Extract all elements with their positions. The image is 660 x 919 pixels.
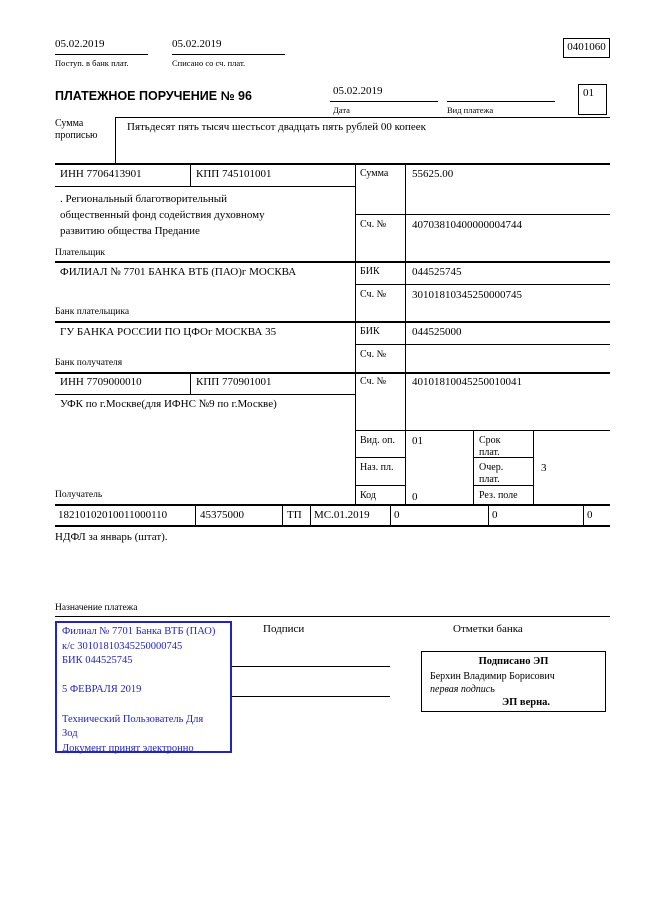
payee-label: Получатель: [55, 490, 103, 500]
document-date: 05.02.2019: [333, 85, 383, 97]
payer-section-line: [55, 261, 610, 263]
electronic-signature-box: [421, 651, 606, 712]
op-vline1: [473, 430, 474, 504]
code-label: Код: [360, 490, 376, 501]
table-top-border: [55, 163, 610, 165]
tax-doc-number: 0: [394, 509, 400, 521]
amount-words-label: Сумма прописью: [55, 118, 98, 141]
payer-account-label: Сч. №: [360, 219, 387, 230]
op-section-topline: [355, 430, 610, 431]
op-label-line2: [355, 485, 405, 486]
payment-purpose-label: Назначение платежа: [55, 603, 138, 613]
payer-bank-account: 30101810345250000745: [412, 289, 522, 301]
pay-term-label: Срок плат.: [479, 435, 501, 458]
stamp-line: БИК 044525745: [62, 655, 133, 667]
sum-value: 55625.00: [412, 168, 454, 180]
received-underline: [55, 54, 148, 55]
payee-inn: ИНН 7709000010: [60, 376, 142, 388]
date-underline: [330, 101, 438, 102]
code-value: 0: [412, 491, 418, 503]
status-code-box: 01: [578, 84, 607, 115]
payment-purpose-text: НДФЛ за январь (штат).: [55, 531, 168, 543]
op-label-line1: [355, 457, 405, 458]
payer-bank-account-label: Сч. №: [360, 289, 387, 300]
payer-inn: ИНН 7706413901: [60, 168, 142, 180]
ep-verified: ЭП верна.: [502, 697, 551, 708]
payee-section-line: [55, 504, 610, 506]
payee-bank-bik: 044525000: [412, 326, 462, 338]
amount-words-divider: [115, 117, 116, 165]
received-in-bank-label: Поступ. в банк плат.: [55, 58, 129, 68]
payer-name-line: развитию общества Предание: [60, 225, 200, 237]
op-type-label: Вид. оп.: [360, 435, 395, 446]
op-type-value: 01: [412, 435, 423, 447]
stamp-line: к/с 30101810345250000745: [62, 640, 183, 652]
received-in-bank-date: 05.02.2019: [55, 38, 105, 50]
payment-type-label: Вид платежа: [447, 105, 494, 115]
payer-kpp: КПП 745101001: [196, 168, 272, 180]
signature-kind: первая подпись: [430, 684, 495, 695]
signed-ep-title: Подписано ЭП: [478, 656, 549, 667]
date-label: Дата: [333, 105, 350, 115]
op-vline2: [533, 430, 534, 504]
oktmo-code: 45375000: [200, 509, 244, 521]
purpose-code-label: Наз. пл.: [360, 462, 394, 473]
tax-period: МС.01.2019: [314, 509, 370, 521]
amount-words-topline: [115, 117, 610, 118]
payee-bank-name: ГУ БАНКА РОССИИ ПО ЦФОг МОСКВА 35: [60, 326, 277, 338]
payee-bank-label: Банк получателя: [55, 358, 123, 368]
payer-name-line: общественный фонд содействия духовному: [60, 209, 265, 221]
stamp-line: Технический Пользователь Для: [62, 713, 204, 725]
payer-bank-bik-label: БИК: [360, 266, 380, 277]
payer-inn-row-line: [55, 186, 355, 187]
payer-bank-section-line: [55, 321, 610, 323]
signer-name: Берхин Владимир Борисович: [430, 671, 555, 682]
payee-bank-account-label: Сч. №: [360, 349, 387, 360]
reserve-field-label: Рез. поле: [479, 490, 518, 501]
tax-row-divider: [390, 504, 391, 526]
payee-kpp: КПП 770901001: [196, 376, 272, 388]
payer-name-line: . Региональный благотворительный: [60, 193, 227, 205]
payee-name: УФК по г.Москве(для ИФНС №9 по г.Москве): [60, 398, 277, 410]
payee-bank-section-line: [55, 372, 610, 374]
payer-inn-kpp-divider: [190, 163, 191, 186]
tax-payment-type: 0: [587, 509, 593, 521]
stamp-line: [62, 698, 225, 713]
payer-bank-label: Банк плательщика: [55, 307, 130, 317]
priority-label: Очер. плат.: [479, 462, 504, 485]
payee-bank-bik-line: [355, 344, 610, 345]
amount-in-words: Пятьдесят пять тысяч шестьсот двадцать пять рублей 00 копеек: [127, 121, 426, 133]
kbk-code: 18210102010011000110: [58, 509, 168, 521]
tax-row-divider: [282, 504, 283, 526]
stamp-line: Зод: [62, 728, 78, 740]
bank-marks-label: Отметки банка: [453, 623, 523, 635]
payer-bank-bik: 044525745: [412, 266, 462, 278]
stamp-line: [62, 669, 225, 684]
tax-row-divider: [195, 504, 196, 526]
debited-underline: [172, 54, 285, 55]
debited-label: Списано со сч. плат.: [172, 58, 246, 68]
payee-inn-kpp-divider: [190, 372, 191, 394]
payer-label: Плательщик: [55, 248, 106, 258]
payee-bank-bik-label: БИК: [360, 326, 380, 337]
payment-type-underline: [447, 101, 555, 102]
bank-acceptance-stamp: [55, 621, 232, 753]
signature-line-2: [232, 696, 390, 697]
stamp-line: 5 ФЕВРАЛЯ 2019: [62, 684, 142, 696]
signatures-label: Подписи: [263, 623, 305, 635]
tax-row-divider: [583, 504, 584, 526]
tax-row-divider: [488, 504, 489, 526]
payer-bank-name: ФИЛИАЛ № 7701 БАНКА ВТБ (ПАО)г МОСКВА: [60, 266, 297, 278]
form-code-box: 0401060: [563, 38, 610, 58]
sum-label: Сумма: [360, 168, 389, 179]
payer-bank-bik-line: [355, 284, 610, 285]
purpose-section-line: [55, 616, 610, 617]
tax-doc-date: 0: [492, 509, 498, 521]
tax-row-divider: [310, 504, 311, 526]
sum-cell-line: [355, 214, 610, 215]
payee-inn-row-line: [55, 394, 355, 395]
payment-basis: ТП: [287, 509, 302, 521]
debited-date: 05.02.2019: [172, 38, 222, 50]
stamp-line: Филиал № 7701 Банка ВТБ (ПАО): [62, 626, 216, 637]
payee-account-label: Сч. №: [360, 376, 387, 387]
payee-account: 40101810045250010041: [412, 376, 522, 388]
priority-value: 3: [541, 462, 547, 474]
document-title: ПЛАТЕЖНОЕ ПОРУЧЕНИЕ № 96: [55, 89, 252, 103]
payer-name: [60, 191, 265, 239]
signature-line-1: [232, 666, 390, 667]
stamp-line: Документ принят электронно: [62, 742, 194, 754]
tax-row-bottom-border: [55, 525, 610, 527]
payer-account: 40703810400000004744: [412, 219, 522, 231]
